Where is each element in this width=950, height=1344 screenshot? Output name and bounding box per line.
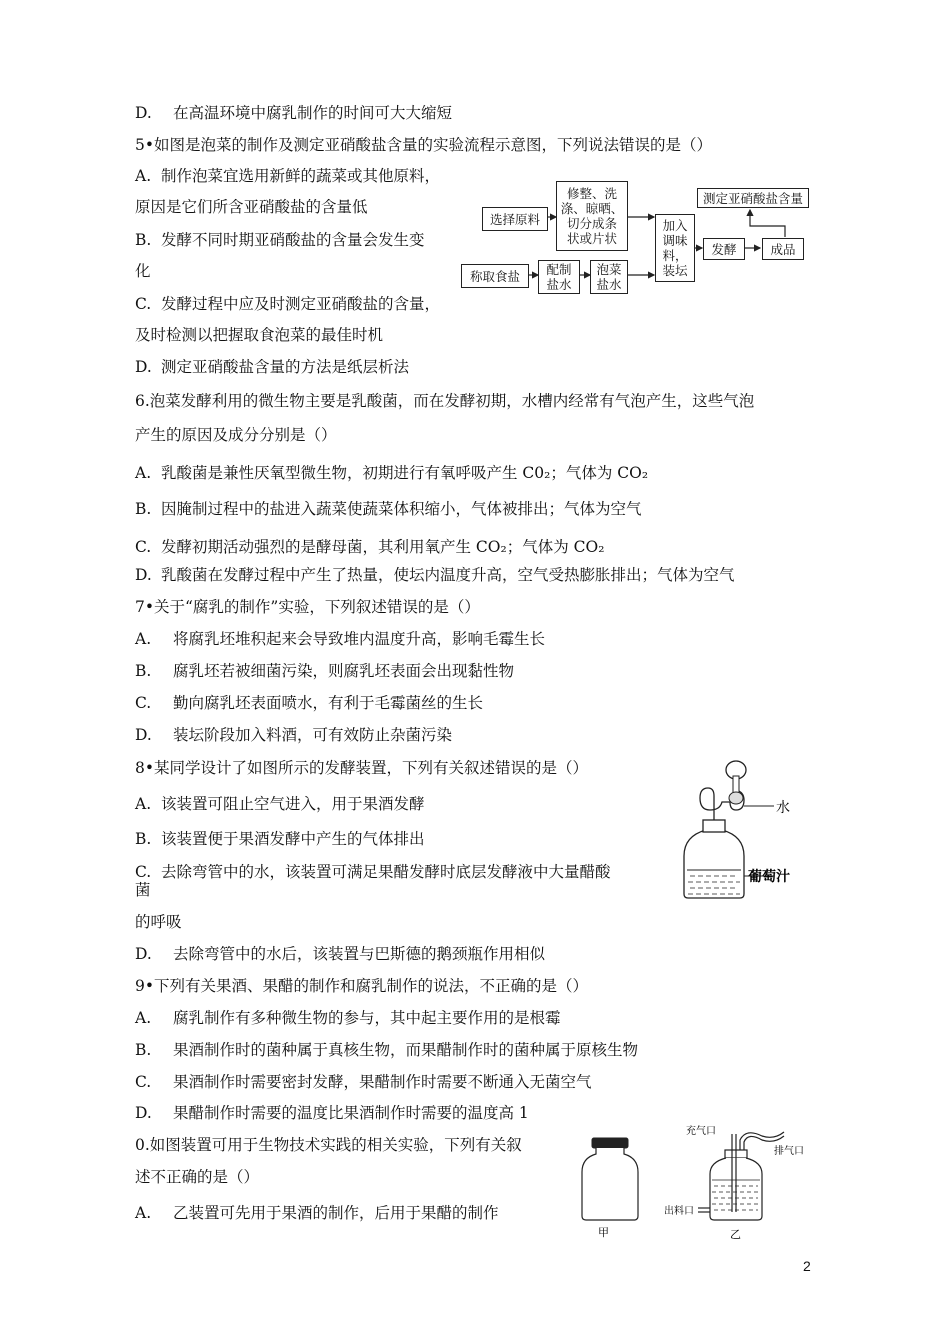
flow-weigh-salt: 称取食盐 xyxy=(461,264,529,288)
inlet-label: 充气口 xyxy=(686,1126,716,1137)
q8-option-a: A. 该装置可阻止空气进入，用于果酒发酵 xyxy=(135,795,425,813)
q4-option-d: D. 在高温环境中腐乳制作的时间可大大缩短 xyxy=(135,104,453,122)
outlet-label: 出料口 xyxy=(664,1206,694,1217)
q5-option-a-cont: 原因是它们所含亚硝酸盐的含量低 xyxy=(135,198,368,216)
q7-option-c: C. 勤向腐乳坯表面喷水，有利于毛霉菌丝的生长 xyxy=(135,694,484,712)
q7-stem: 7•关于“腐乳的制作”实验，下列叙述错误的是（） xyxy=(135,598,480,616)
q10-option-a: A. 乙装置可先用于果酒的制作，后用于果醋的制作 xyxy=(135,1204,499,1222)
q5-option-b: B. 发酵不同时期亚硝酸盐的含量会发生变 xyxy=(135,231,425,249)
q5-stem: 5•如图是泡菜的制作及测定亚硝酸盐含量的实验流程示意图，下列说法错误的是（） xyxy=(135,136,713,154)
q7-option-a: A. 将腐乳坯堆积起来会导致堆内温度升高，影响毛霉生长 xyxy=(135,630,546,648)
flow-product: 成品 xyxy=(762,238,804,260)
q9-option-d: D. 果醋制作时需要的温度比果酒制作时需要的温度高 1 xyxy=(135,1104,529,1122)
jia-label: 甲 xyxy=(598,1226,609,1239)
flow-make-brine: 配制 盐水 xyxy=(538,260,580,294)
water-label: 水 xyxy=(776,800,790,816)
q10-apparatus xyxy=(578,1120,818,1245)
q6-option-b: B. 因腌制过程中的盐进入蔬菜使蔬菜体积缩小，气体被排出；气体为空气 xyxy=(135,500,642,518)
q8-option-b: B. 该装置便于果酒发酵中产生的气体排出 xyxy=(135,830,425,848)
grape-juice-label: 葡萄汁 xyxy=(748,869,790,885)
q6-stem-cont: 产生的原因及成分分别是（） xyxy=(135,426,337,444)
q7-option-b: B. 腐乳坯若被细菌污染，则腐乳坯表面会出现黏性物 xyxy=(135,662,515,680)
q9-stem: 9•下列有关果酒、果醋的制作和腐乳制作的说法，不正确的是（） xyxy=(135,977,589,995)
q5-option-c-cont: 及时检测以把握取食泡菜的最佳时机 xyxy=(135,326,384,344)
q10-stem-cont: 述不正确的是（） xyxy=(135,1168,260,1186)
q5-option-c: C. 发酵过程中应及时测定亚硝酸盐的含量， xyxy=(135,295,441,313)
flow-select-material: 选择原料 xyxy=(482,207,548,231)
q9-option-b: B. 果酒制作时的菌种属于真核生物，而果醋制作时的菌种属于原核生物 xyxy=(135,1041,639,1059)
q9-option-a: A. 腐乳制作有多种微生物的参与，其中起主要作用的是根霉 xyxy=(135,1009,561,1027)
q8-stem: 8•某同学设计了如图所示的发酵装置，下列有关叙述错误的是（） xyxy=(135,759,589,777)
q6-option-d: D. 乳酸菌在发酵过程中产生了热量，使坛内温度升高，空气受热膨胀排出；气体为空气 xyxy=(135,566,735,584)
q8-option-c-cont: 菌 xyxy=(135,881,151,899)
q6-option-c: C. 发酵初期活动强烈的是酵母菌，其利用氧产生 CO₂；气体为 CO₂ xyxy=(135,538,605,556)
page-number: 2 xyxy=(803,1258,811,1274)
q8-option-c: C. 去除弯管中的水，该装置可满足果醋发酵时底层发酵液中大量醋酸 xyxy=(135,863,611,881)
q9-option-c: C. 果酒制作时需要密封发酵，果醋制作时需要不断通入无菌空气 xyxy=(135,1073,592,1091)
yi-label: 乙 xyxy=(730,1228,741,1241)
q5-option-b-cont: 化 xyxy=(135,262,151,280)
q6-stem: 6.泡菜发酵利用的微生物主要是乳酸菌，而在发酵初期，水槽内经常有气泡产生，这些气泡 xyxy=(135,392,755,410)
flow-add-seasoning: 加入 调味 料， 装坛 xyxy=(655,214,695,282)
q6-option-a: A. 乳酸菌是兼性厌氧型微生物，初期进行有氧呼吸产生 C0₂；气体为 CO₂ xyxy=(135,464,649,482)
q8-option-d: D. 去除弯管中的水后，该装置与巴斯德的鹅颈瓶作用相似 xyxy=(135,945,546,963)
q10-stem: 0.如图装置可用于生物技术实践的相关实验，下列有关叙 xyxy=(135,1136,522,1154)
q8-option-c-cont2: 的呼吸 xyxy=(135,913,182,931)
flow-trim: 修整、洗 涤、晾晒、 切分成条 状或片状 xyxy=(556,181,628,251)
flow-measure-nitrite: 测定亚硝酸盐含量 xyxy=(697,188,809,208)
q7-option-d: D. 装坛阶段加入料酒，可有效防止杂菌污染 xyxy=(135,726,453,744)
flow-ferment: 发酵 xyxy=(703,238,745,260)
q8-fermentation-apparatus xyxy=(678,758,808,900)
q5-option-d: D. 测定亚硝酸盐含量的方法是纸层析法 xyxy=(135,358,410,376)
flow-pickle-brine: 泡菜 盐水 xyxy=(590,260,628,294)
q5-option-a: A. 制作泡菜宜选用新鲜的蔬菜或其他原料， xyxy=(135,167,441,185)
exhaust-label: 排气口 xyxy=(774,1146,804,1157)
